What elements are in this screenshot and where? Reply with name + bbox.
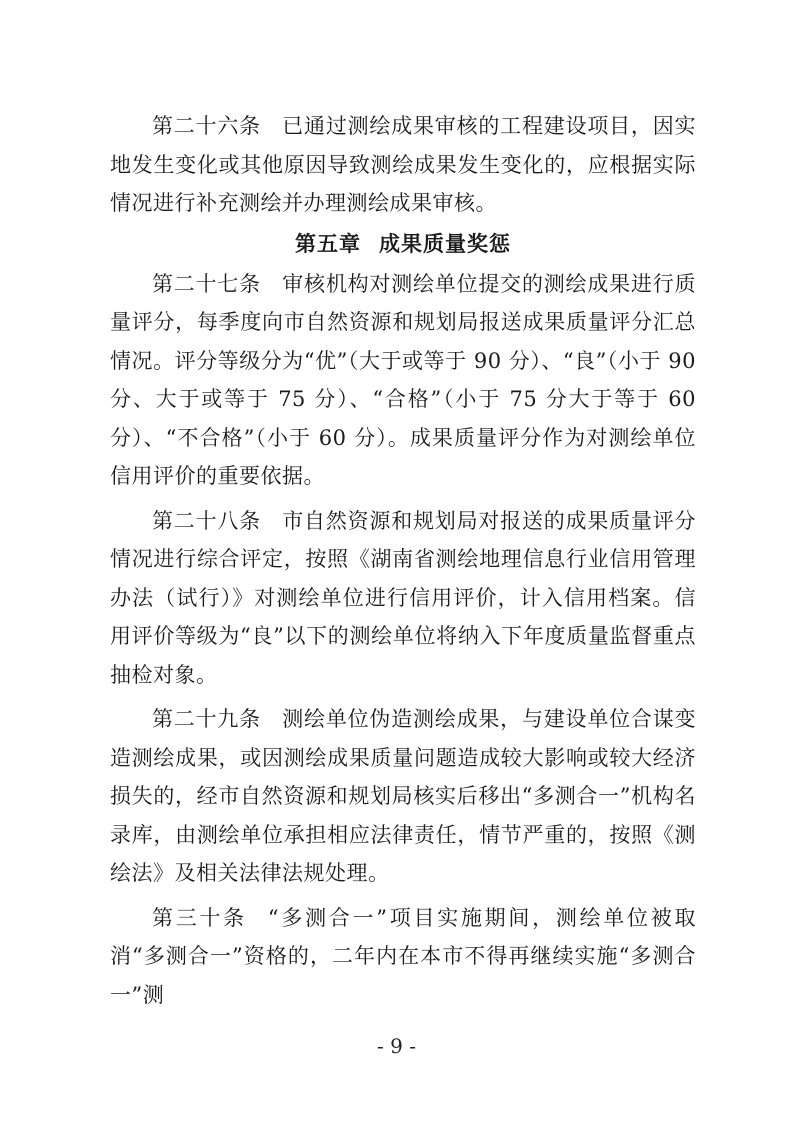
article-26-paragraph bbox=[110, 107, 696, 223]
chapter-number: 第五章 bbox=[295, 231, 361, 256]
article-29-number: 第二十九条 bbox=[152, 707, 261, 731]
article-29-text: 测绘单位伪造测绘成果，与建设单位合谋变造测绘成果，或因测绘成果质量问题造成较大影响或较大经济损失的，经市自然资源和规划局核实后移出“多测合一”机构名录库，由测绘单位承担相应法律责任，情节严重的，按照《测绘法》及相关法律法规处理。 bbox=[110, 707, 697, 885]
article-28-number: 第二十八条 bbox=[152, 508, 261, 533]
document-body bbox=[110, 107, 696, 1014]
article-30-paragraph bbox=[110, 899, 696, 1015]
article-29-paragraph bbox=[110, 700, 696, 893]
chapter-title: 成果质量奖惩 bbox=[379, 231, 511, 256]
article-27-paragraph bbox=[110, 265, 696, 496]
article-27-number: 第二十七条 bbox=[152, 271, 261, 296]
article-30-text: “多测合一”项目实施期间，测绘单位被取消“多测合一”资格的，二年内在本市不得再继续实施“多测合一”测 bbox=[110, 905, 696, 1007]
page-number: - 9 - bbox=[377, 1034, 416, 1058]
article-28-text: 市自然资源和规划局对报送的成果质量评分情况进行综合评定，按照《湖南省测绘地理信息行业信用管理办法（试行）》对测绘单位进行信用评价，计入信用档案。信用评价等级为“良”以下的测绘单位将纳入下年度质量监督重点抽检对象。 bbox=[110, 508, 697, 687]
article-26-text: 已通过测绘成果审核的工程建设项目，因实地发生变化或其他原因导致测绘成果发生变化的，应根据实际情况进行补充测绘并办理测绘成果审核。 bbox=[110, 114, 697, 215]
article-27-text: 审核机构对测绘单位提交的测绘成果进行质量评分，每季度向市自然资源和规划局报送成果质量评分汇总情况。评分等级分为“优”（大于或等于 90 分）、“良”（小于 90 分、大于或等于 75 分）、“合格”（小于 75 分大于等于 60 分）、“不合格”（小于 60 分）。成果质量评分作为对测绘单位信用评价的重要依据。 bbox=[110, 271, 697, 488]
article-30-number: 第三十条 bbox=[152, 905, 247, 930]
article-28-paragraph bbox=[110, 502, 696, 695]
article-26-number: 第二十六条 bbox=[152, 114, 261, 138]
chapter-heading bbox=[110, 223, 696, 265]
